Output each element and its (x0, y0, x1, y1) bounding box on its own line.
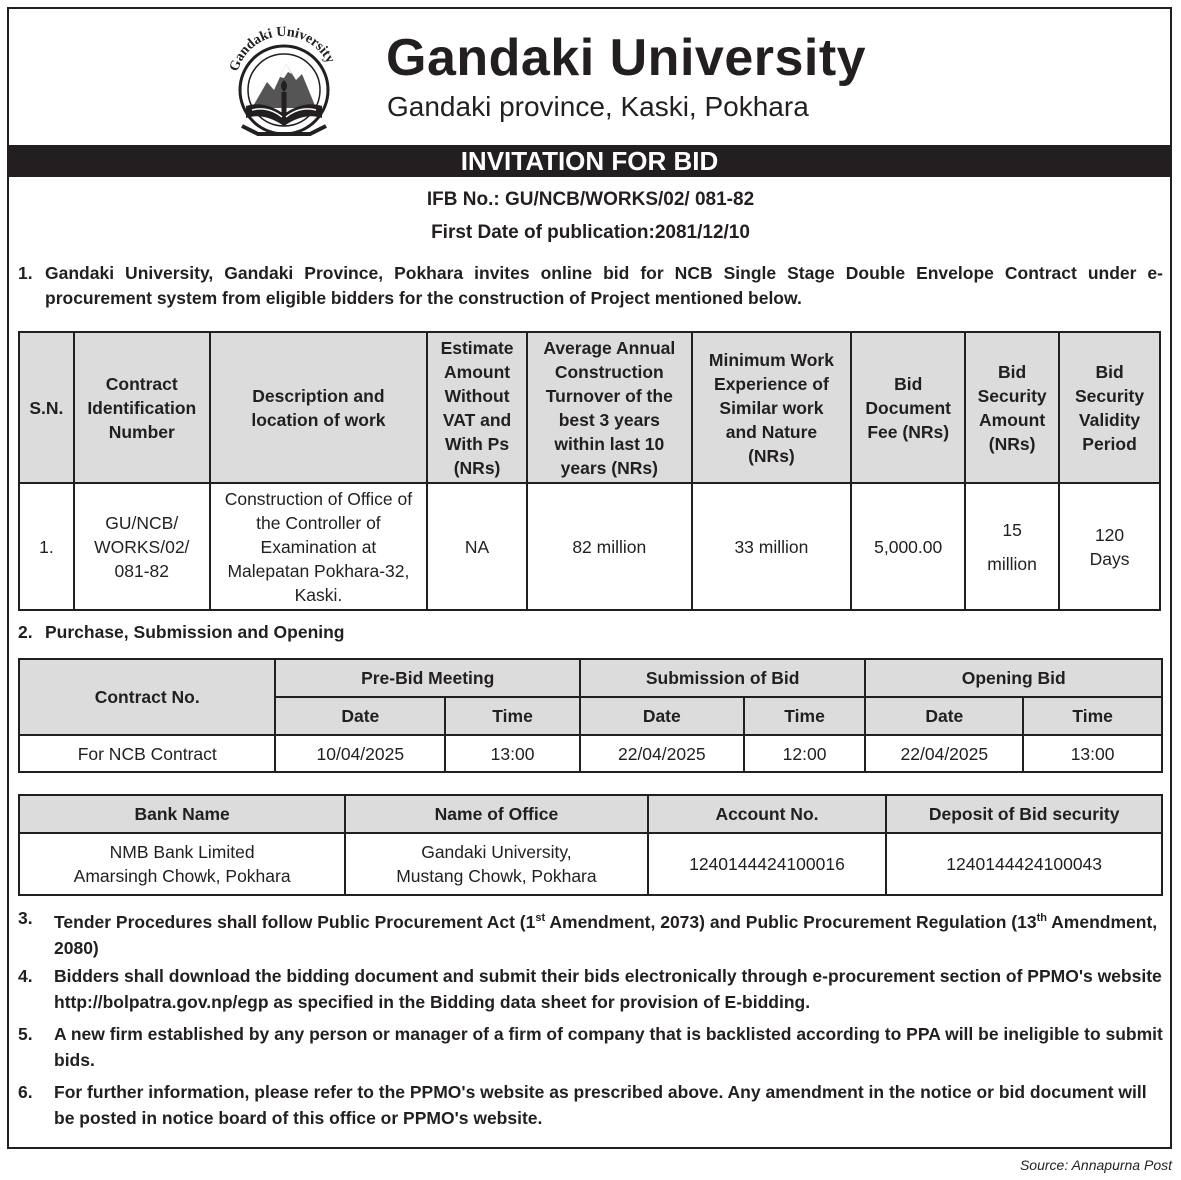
table-row (19, 735, 1162, 772)
cell-security-amount: 15 million (965, 483, 1059, 610)
header-experience: Minimum Work Experience of Similar work and Nature (NRs) (692, 332, 852, 483)
university-logo (222, 22, 346, 140)
cell-bank (19, 833, 345, 895)
item-3-superscript: th (1036, 912, 1047, 924)
header-bank-name: Bank Name (19, 795, 345, 833)
header-account-no: Account No. (648, 795, 887, 833)
item-3-text (54, 905, 1166, 961)
header-submission-time: Time (744, 697, 866, 735)
bank-address-line: Amarsingh Chowk, Pokhara (73, 866, 291, 886)
table-row (19, 833, 1162, 895)
item-4-text: Bidders shall download the bidding document and submit their bids electronically through e-procurement section of PPMO's website http://bolpatra.gov.np/egp as specified in the Bidding data sheet for provision of E-bidding. (54, 966, 1162, 1012)
logo-arc-text: Gandaki University (226, 24, 338, 74)
project-table (18, 331, 1161, 611)
notice-title: INVITATION FOR BID (460, 146, 719, 176)
office-name-line: Gandaki University, (421, 842, 572, 862)
cell-opening-date: 22/04/2025 (865, 735, 1023, 772)
header-pre-bid-time: Time (445, 697, 580, 735)
cell-submission-date: 22/04/2025 (580, 735, 744, 772)
header-pre-bid-date: Date (275, 697, 445, 735)
header-contract-id: Contract Identification Number (74, 332, 210, 483)
section-2-text: Purchase, Submission and Opening (45, 622, 345, 642)
item-3-superscript: st (535, 912, 546, 924)
cell-deposit: 1240144424100043 (886, 833, 1162, 895)
bank-header-row (19, 795, 1162, 833)
section-1-text: Gandaki University, Gandaki Province, Pokhara invites online bid for NCB Single Stage Double Envelope Contract under e-procurement system from eligible bidders for the construction of Project mentioned below. (45, 263, 1163, 308)
item-5-text: A new firm established by any person or manager of a firm of company that is backlisted according to PPA will be ineligible to submit bids. (54, 1024, 1163, 1070)
cell-submission-time: 12:00 (744, 735, 866, 772)
header-doc-fee: Bid Document Fee (NRs) (851, 332, 965, 483)
cell-account: 1240144424100016 (648, 833, 887, 895)
bank-name-line: NMB Bank Limited (109, 842, 255, 862)
university-name: Gandaki University (386, 29, 867, 87)
header-estimate: Estimate Amount Without VAT and With Ps (NRs) (427, 332, 527, 483)
item-3-number: 3. (18, 908, 33, 928)
university-address: Gandaki province, Kaski, Pokhara (387, 91, 809, 122)
header-opening: Opening Bid (865, 659, 1162, 697)
section-2-number: 2. (18, 622, 33, 642)
header-contract-no: Contract No. (19, 659, 275, 735)
cell-pre-bid-date: 10/04/2025 (275, 735, 445, 772)
office-address-line: Mustang Chowk, Pokhara (396, 866, 597, 886)
item-3-text-part: Amendment, 2080) (54, 911, 1158, 958)
cell-estimate: NA (427, 483, 527, 610)
header-security-amount: Bid Security Amount (NRs) (965, 332, 1059, 483)
item-3-text-part: Tender Procedures shall follow Public Procurement Act (1 (54, 911, 536, 932)
header-deposit: Deposit of Bid security (886, 795, 1162, 833)
cell-office (345, 833, 647, 895)
publication-date: First Date of publication:2081/12/10 (431, 222, 750, 243)
header-opening-date: Date (865, 697, 1023, 735)
header-submission-date: Date (580, 697, 744, 735)
source-credit: Source: Annapurna Post (1019, 1157, 1172, 1173)
project-table-header-row (19, 332, 1160, 483)
header-turnover: Average Annual Construction Turnover of the best 3 years within last 10 years (NRs) (527, 332, 692, 483)
cell-experience: 33 million (692, 483, 852, 610)
header-security-validity: Bid Security Validity Period (1059, 332, 1160, 483)
item-6-text: For further information, please refer to the PPMO's website as prescribed above. Any amendment in the notice or bid document will be posted in notice board of this office or PPMO's website. (54, 1082, 1147, 1128)
title-bar (9, 145, 1170, 177)
schedule-header-row (19, 659, 1162, 697)
cell-turnover: 82 million (527, 483, 692, 610)
item-4-number: 4. (18, 966, 33, 986)
table-row (19, 483, 1160, 610)
ifb-number: IFB No.: GU/NCB/WORKS/02/ 081-82 (426, 189, 755, 210)
cell-contract: For NCB Contract (19, 735, 275, 772)
item-3-text-part: Amendment, 2073) and Public Procurement Regulation (13 (545, 911, 1037, 932)
cell-security-validity: 120 Days (1059, 483, 1160, 610)
header-sn: S.N. (19, 332, 74, 483)
item-6-number: 6. (18, 1082, 33, 1102)
cell-description: Construction of Office of the Controller of Examination at Malepatan Pokhara-32, Kaski. (210, 483, 427, 610)
cell-pre-bid-time: 13:00 (445, 735, 580, 772)
schedule-table (18, 658, 1163, 773)
cell-contract-id: GU/NCB/ WORKS/02/ 081-82 (74, 483, 210, 610)
cell-doc-fee: 5,000.00 (851, 483, 965, 610)
bank-table (18, 794, 1163, 896)
section-1-number: 1. (18, 263, 33, 283)
cell-opening-time: 13:00 (1023, 735, 1162, 772)
header-submission: Submission of Bid (580, 659, 866, 697)
header-office-name: Name of Office (345, 795, 647, 833)
cell-sn: 1. (19, 483, 74, 610)
header-description: Description and location of work (210, 332, 427, 483)
header-opening-time: Time (1023, 697, 1162, 735)
item-5-number: 5. (18, 1024, 33, 1044)
header-pre-bid: Pre-Bid Meeting (275, 659, 579, 697)
